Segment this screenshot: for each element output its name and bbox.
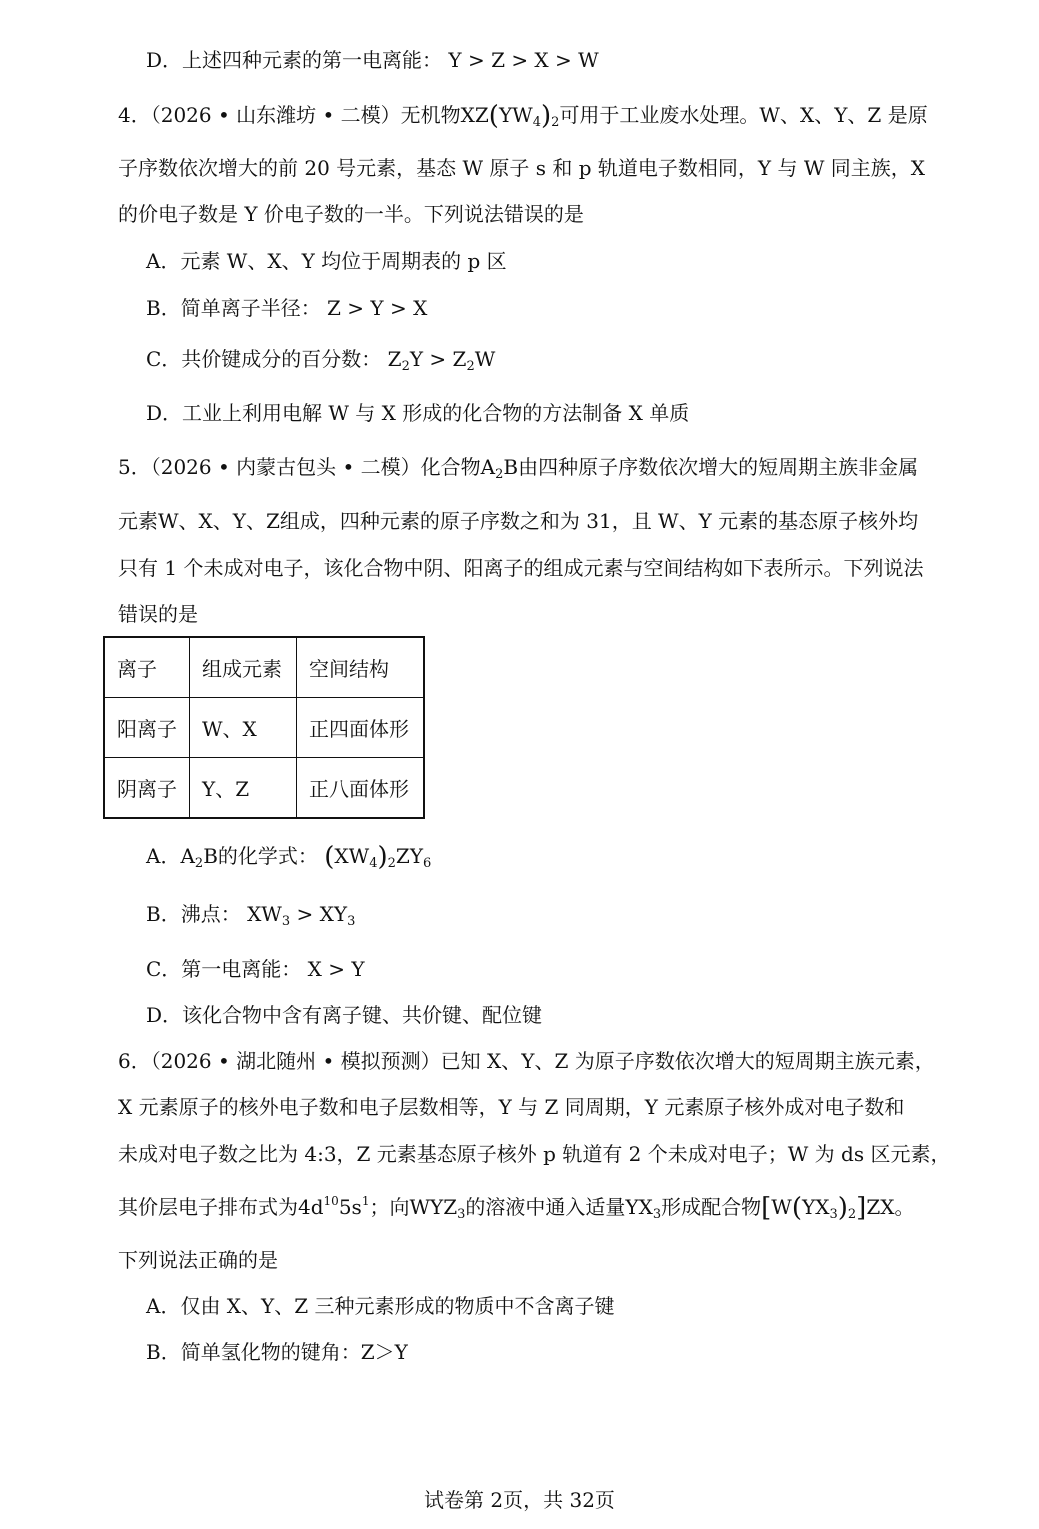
q6-stem-line-2: X 元素原子的核外电子数和电子层数相等，Y 与 Z 同周期，Y 元素原子核外成对电子数和 bbox=[118, 1095, 905, 1119]
q4-stem-line-2: 子序数依次增大的前 20 号元素，基态 W 原子 s 和 p 轨道电子数相同，Y 与 W 同主族，X bbox=[118, 156, 926, 180]
q4-option-d: D．工业上利用电解 W 与 X 形成的化合物的方法制备 X 单质 bbox=[146, 401, 690, 425]
q5-stem-line-2: 元素W、X、Y、Z组成，四种元素的原子序数之和为 31，且 W、Y 元素的基态原子核外均 bbox=[118, 509, 919, 533]
q5-option-d: D．该化合物中含有离子键、共价键、配位键 bbox=[146, 1003, 543, 1027]
q4-option-b: B．简单离子半径： Z > Y > X bbox=[146, 296, 428, 320]
q6-stem-line-3: 未成对电子数之比为 4:3，Z 元素基态原子核外 p 轨道有 2 个未成对电子；W 为 ds 区元素， bbox=[118, 1142, 951, 1166]
q3-option-d: D．上述四种元素的第一电离能： Y > Z > X > W bbox=[146, 48, 599, 72]
q5-stem-line-1: 5．（2026 • 内蒙古包头 • 二模）化合物$A_2B$由四种原子序数依次增大的短周期主族非金属 bbox=[118, 455, 919, 482]
q6-stem-line-4: 其价层电子排布式为$4d^{10}5s^1$；向$WYZ_3$的溶液中通入适量$YX_3$形成配合物$[W(YX_3)_2]ZX$。 bbox=[118, 1193, 915, 1223]
table-cell: 阳离子 bbox=[104, 698, 190, 758]
q4-stem-line-1: 4．（2026 • 山东潍坊 • 二模）无机物$XZ(YW_4)_2$可用于工业废水处理。W、X、Y、Z 是原 bbox=[118, 101, 928, 131]
table-header-cell: 离子 bbox=[104, 637, 190, 698]
q6-option-b: B．简单氢化物的键角：Z＞Y bbox=[146, 1340, 408, 1364]
q4-option-c: C．共价键成分的百分数： $Z_2Y > Z_2W$ bbox=[146, 347, 496, 374]
page-footer: 试卷第 2页，共 32页 bbox=[424, 1488, 615, 1512]
table-row bbox=[104, 758, 424, 819]
q6-option-a: A．仅由 X、Y、Z 三种元素形成的物质中不含离子键 bbox=[146, 1294, 615, 1318]
table-cell: 正四面体形 bbox=[297, 698, 425, 758]
table-cell: 阴离子 bbox=[104, 758, 190, 819]
table-header-cell: 组成元素 bbox=[190, 637, 297, 698]
q4-option-a: A．元素 W、X、Y 均位于周期表的 p 区 bbox=[146, 249, 507, 273]
ion-structure-table bbox=[103, 636, 425, 819]
q6-stem-line-5: 下列说法正确的是 bbox=[118, 1248, 278, 1272]
table-cell: 正八面体形 bbox=[297, 758, 425, 819]
q5-option-a: A．$A_2B$的化学式： $(XW_4)_2ZY_6$ bbox=[146, 842, 432, 872]
table-header-row bbox=[104, 637, 424, 698]
table-cell: Y、Z bbox=[190, 758, 297, 819]
q6-stem-line-1: 6．（2026 • 湖北随州 • 模拟预测）已知 X、Y、Z 为原子序数依次增大的短周期主族元素， bbox=[118, 1049, 935, 1073]
table-row bbox=[104, 698, 424, 758]
q5-stem-line-4: 错误的是 bbox=[118, 602, 198, 626]
table-header-cell: 空间结构 bbox=[297, 637, 425, 698]
q5-option-b: B．沸点： $XW_3 > XY_3$ bbox=[146, 902, 356, 929]
q5-stem-line-3: 只有 1 个未成对电子，该化合物中阴、阳离子的组成元素与空间结构如下表所示。下列说法 bbox=[118, 556, 924, 580]
q4-stem-line-3: 的价电子数是 Y 价电子数的一半。下列说法错误的是 bbox=[118, 202, 584, 226]
table-cell: W、X bbox=[190, 698, 297, 758]
q5-option-c: C．第一电离能： X > Y bbox=[146, 957, 365, 981]
